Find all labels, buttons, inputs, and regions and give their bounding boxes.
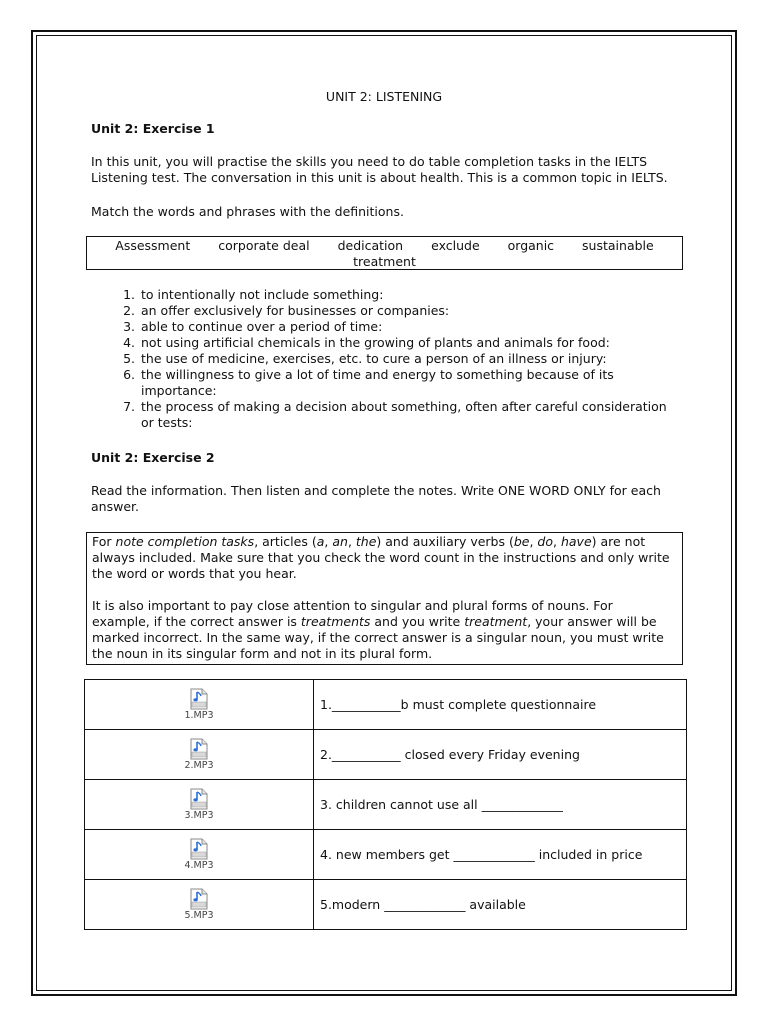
- exercise2-instruction-line-2: answer.: [91, 499, 139, 514]
- word-item: dedication: [337, 238, 404, 253]
- note-text-cell: 2.___________ closed every Friday evening: [314, 730, 687, 780]
- exercise1-instruction: Match the words and phrases with the definitions.: [91, 204, 404, 219]
- mp3-file-label: 3.MP3: [184, 810, 214, 821]
- mp3-file-4[interactable]: [184, 838, 213, 871]
- exercise2-heading: Unit 2: Exercise 2: [91, 450, 215, 465]
- note-spacer: [92, 582, 677, 598]
- audio-cell: [85, 730, 314, 780]
- word-item-last: treatment: [353, 254, 416, 269]
- exercise2-instruction-line-1: Read the information. Then listen and complete the notes. Write ONE WORD ONLY for each: [91, 483, 661, 498]
- note-paragraph-1-line-1: For note completion tasks, articles (a, an, the) and auxiliary verbs (be, do, have) are not: [92, 534, 646, 549]
- mp3-file-icon: [189, 788, 209, 810]
- definitions-list-wrap: [91, 287, 681, 431]
- definitions-list: [91, 287, 681, 431]
- definition-item: 3. able to continue over a period of time:: [139, 319, 681, 335]
- note-paragraph-2-line-1: It is also important to pay close attention to singular and plural forms of nouns. For: [92, 598, 613, 613]
- mp3-file-5[interactable]: [184, 888, 213, 921]
- mp3-file-icon: [189, 888, 209, 910]
- mp3-file-3[interactable]: [184, 788, 213, 821]
- note-text-cell: 4. new members get _____________ included in price: [314, 830, 687, 880]
- definition-item: 4. not using artificial chemicals in the growing of plants and animals for food:: [139, 335, 681, 351]
- mp3-file-label: 4.MP3: [184, 860, 214, 871]
- note-paragraph-2-line-4: the noun in its singular form and not in its plural form.: [92, 646, 433, 661]
- word-item: Assessment: [115, 238, 191, 253]
- note-box: [86, 532, 683, 665]
- table-row: [85, 680, 687, 730]
- mp3-file-icon: [189, 838, 209, 860]
- audio-cell: [85, 680, 314, 730]
- exercise1-heading: Unit 2: Exercise 1: [91, 121, 215, 136]
- intro-line-1: In this unit, you will practise the skills you need to do table completion tasks in the IELTS: [91, 154, 648, 169]
- table-row: [85, 780, 687, 830]
- definition-item: 7. the process of making a decision about something, often after careful consideration or tests:: [139, 399, 681, 431]
- definition-item: 5. the use of medicine, exercises, etc. to cure a person of an illness or injury:: [139, 351, 681, 367]
- exercise1-instruction-wrap: [91, 204, 404, 220]
- definition-item: 6. the willingness to give a lot of time and energy to something because of its importance:: [139, 367, 681, 399]
- audio-notes-table: [84, 679, 687, 930]
- mp3-file-label: 2.MP3: [184, 760, 214, 771]
- definition-item: 1. to intentionally not include something:: [139, 287, 681, 303]
- table-row: [85, 730, 687, 780]
- audio-cell: [85, 830, 314, 880]
- note-text-cell: 1.___________b must complete questionnaire: [314, 680, 687, 730]
- table-row: [85, 830, 687, 880]
- exercise2-instruction: [91, 483, 661, 515]
- note-text-cell: 5.modern _____________ available: [314, 880, 687, 930]
- note-paragraph-2-line-2: example, if the correct answer is treatments and you write treatment, your answer will be: [92, 614, 657, 629]
- note-paragraph-1-line-2: always included. Make sure that you check the word count in the instructions and only write: [92, 550, 670, 565]
- definition-item: 2. an offer exclusively for businesses or companies:: [139, 303, 681, 319]
- note-text-cell: 3. children cannot use all _____________: [314, 780, 687, 830]
- note-paragraph-2-line-3: marked incorrect. In the same way, if the correct answer is a singular noun, you must write: [92, 630, 664, 645]
- exercise1-intro: [91, 154, 668, 186]
- mp3-file-label: 5.MP3: [184, 910, 214, 921]
- exercise1-section: [91, 121, 215, 136]
- note-paragraph-1-line-3: the word or words that you hear.: [92, 566, 297, 581]
- exercise2-section: [91, 450, 215, 465]
- word-item: corporate deal: [218, 238, 310, 253]
- page-title: UNIT 2: LISTENING: [325, 89, 443, 104]
- word-item: organic: [507, 238, 555, 253]
- audio-cell: [85, 880, 314, 930]
- intro-line-2: Listening test. The conversation in this unit is about health. This is a common topic in IELTS.: [91, 170, 668, 185]
- mp3-file-label: 1.MP3: [184, 710, 214, 721]
- mp3-file-2[interactable]: [184, 738, 213, 771]
- word-item: sustainable: [582, 238, 654, 253]
- word-box: [86, 236, 683, 270]
- mp3-file-icon: [189, 738, 209, 760]
- audio-cell: [85, 780, 314, 830]
- mp3-file-1[interactable]: [184, 688, 213, 721]
- table-row: [85, 880, 687, 930]
- word-item: exclude: [431, 238, 480, 253]
- mp3-file-icon: [189, 688, 209, 710]
